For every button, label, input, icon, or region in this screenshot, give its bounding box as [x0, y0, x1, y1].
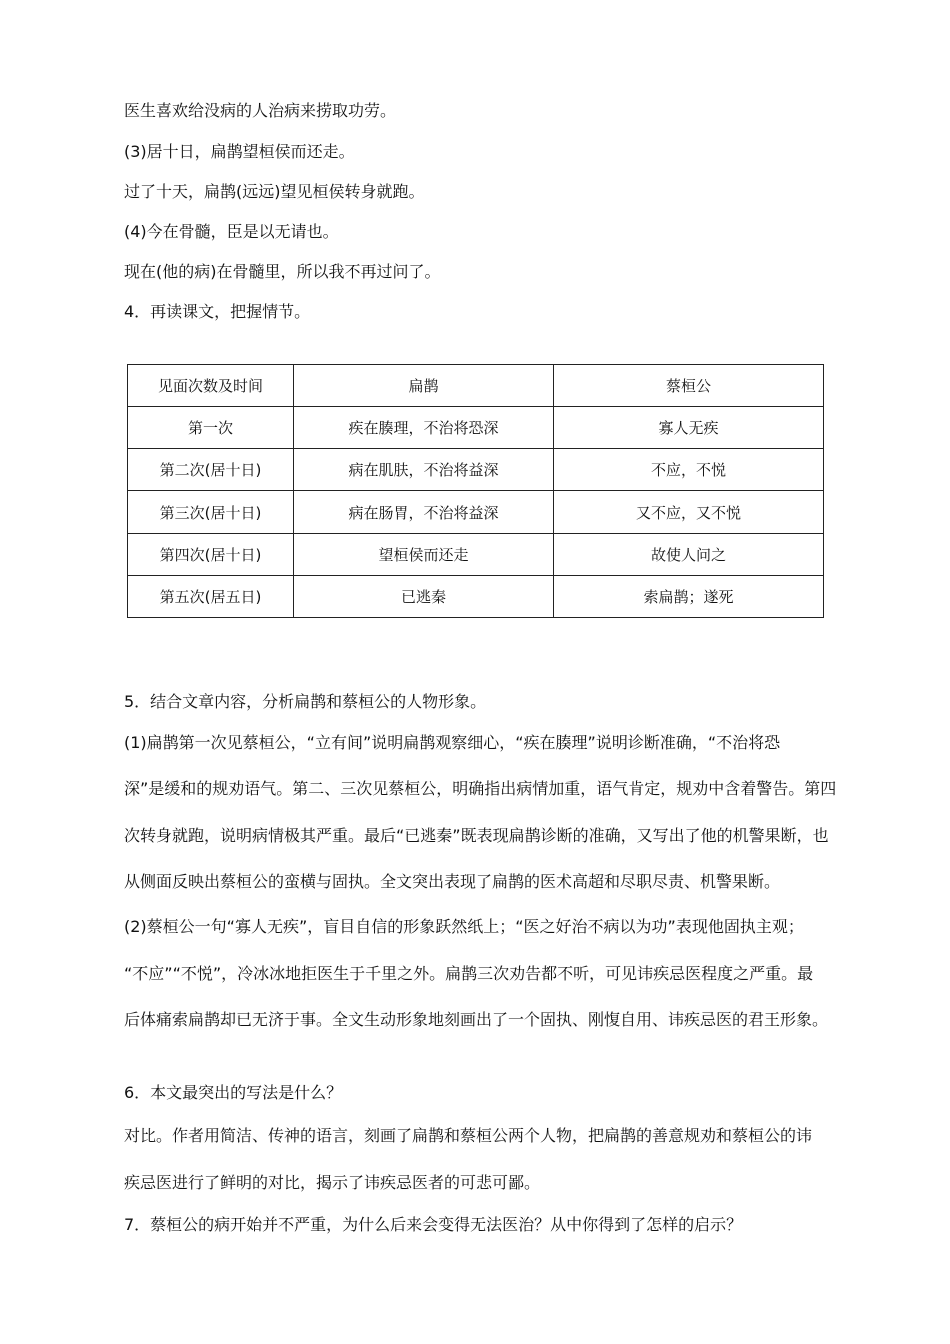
table-header-row — [128, 365, 824, 407]
question-4-title: 4．再读课文，把握情节。 — [124, 302, 311, 321]
table-cell: 望桓侯而还走 — [294, 533, 554, 575]
source-line: (3)居十日，扁鹊望桓侯而还走。 — [124, 142, 355, 161]
table-cell: 故使人问之 — [554, 533, 824, 575]
paragraph-line: 次转身就跑，说明病情极其严重。最后“已逃秦”既表现扁鹊诊断的准确，又写出了他的机警果断，也 — [124, 826, 829, 845]
paragraph-line: 深”是缓和的规劝语气。第二、三次见蔡桓公，明确指出病情加重，语气肯定，规劝中含着警告。第四 — [124, 779, 837, 798]
table-cell: 第三次(居十日) — [128, 491, 294, 533]
header-cell: 见面次数及时间 — [128, 365, 294, 407]
table-cell: 病在肠胃，不治将益深 — [294, 491, 554, 533]
paragraph-line: 对比。作者用简洁、传神的语言，刻画了扁鹊和蔡桓公两个人物，把扁鹊的善意规劝和蔡桓公的讳 — [124, 1126, 813, 1145]
table-cell: 第二次(居十日) — [128, 449, 294, 491]
answer-line: 现在(他的病)在骨髓里，所以我不再过问了。 — [124, 262, 441, 281]
table-cell: 疾在腠理，不治将恐深 — [294, 407, 554, 449]
paragraph-line: (1)扁鹊第一次见蔡桓公，“立有间”说明扁鹊观察细心，“疾在腠理”说明诊断准确，“不治将恐 — [124, 733, 781, 752]
source-line: (4)今在骨髓，臣是以无请也。 — [124, 222, 339, 241]
table-cell: 第四次(居十日) — [128, 533, 294, 575]
paragraph-line: “不应”“不悦”，冷冰冰地拒医生于千里之外。扁鹊三次劝告都不听，可见讳疾忌医程度之严重。最 — [124, 964, 814, 983]
table-row — [128, 533, 824, 575]
table-cell: 索扁鹊；遂死 — [554, 575, 824, 617]
paragraph-line: 疾忌医进行了鲜明的对比，揭示了讳疾忌医者的可悲可鄙。 — [124, 1173, 541, 1192]
question-7-title: 7．蔡桓公的病开始并不严重，为什么后来会变得无法医治？从中你得到了怎样的启示？ — [124, 1215, 743, 1234]
paragraph-line: 从侧面反映出蔡桓公的蛮横与固执。全文突出表现了扁鹊的医术高超和尽职尽责、机警果断。 — [124, 872, 781, 891]
table-row — [128, 407, 824, 449]
header-cell: 蔡桓公 — [554, 365, 824, 407]
paragraph-line: (2)蔡桓公一句“寡人无疾”，盲目自信的形象跃然纸上；“医之好治不病以为功”表现他固执主观； — [124, 917, 804, 936]
table-cell: 第一次 — [128, 407, 294, 449]
table-row — [128, 491, 824, 533]
question-5-title: 5．结合文章内容，分析扁鹊和蔡桓公的人物形象。 — [124, 692, 487, 711]
plot-table — [127, 364, 824, 618]
question-6-title: 6．本文最突出的写法是什么？ — [124, 1083, 343, 1102]
table-cell: 病在肌肤，不治将益深 — [294, 449, 554, 491]
table-row — [128, 575, 824, 617]
table-cell: 已逃秦 — [294, 575, 554, 617]
paragraph-line: 后体痛索扁鹊却已无济于事。全文生动形象地刻画出了一个固执、刚愎自用、讳疾忌医的君王形象。 — [124, 1010, 829, 1029]
table-row — [128, 449, 824, 491]
table-cell: 寡人无疾 — [554, 407, 824, 449]
table-cell: 不应，不悦 — [554, 449, 824, 491]
table-cell: 第五次(居五日) — [128, 575, 294, 617]
header-cell: 扁鹊 — [294, 365, 554, 407]
answer-line: 医生喜欢给没病的人治病来捞取功劳。 — [124, 101, 397, 120]
answer-line: 过了十天，扁鹊(远远)望见桓侯转身就跑。 — [124, 182, 425, 201]
table-cell: 又不应，又不悦 — [554, 491, 824, 533]
